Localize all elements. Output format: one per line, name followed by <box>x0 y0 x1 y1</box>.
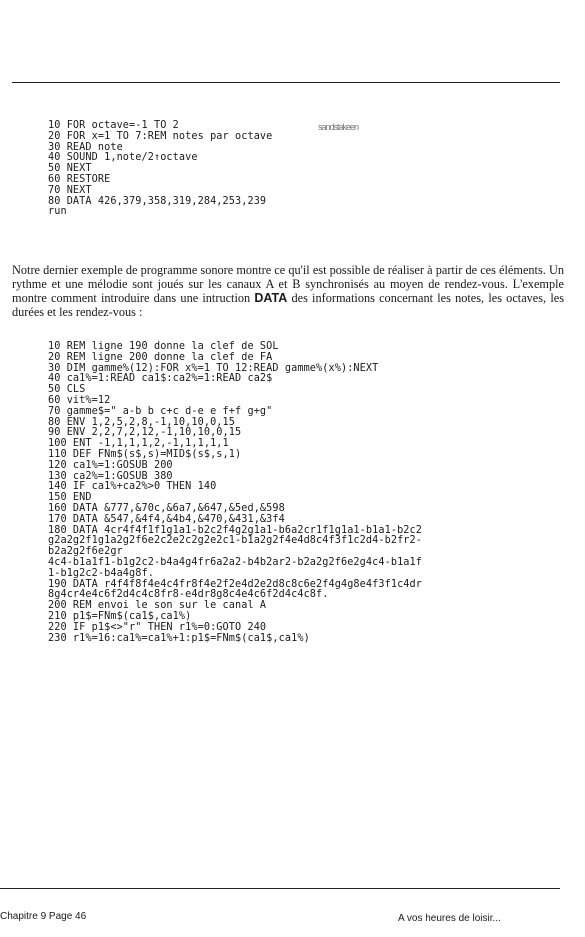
code-line: 50 NEXT <box>48 163 92 175</box>
bleed-through-text: sandstakeen <box>318 122 359 132</box>
footer-chapter-page: Chapitre 9 Page 46 <box>0 911 87 922</box>
code-line: 30 READ note <box>48 141 123 153</box>
code-line: 110 DEF FNm$(s$,s)=MID$(s$,s,1) <box>48 448 242 460</box>
header-rule <box>12 82 560 83</box>
code-listing-melody <box>48 342 422 644</box>
code-line: 80 DATA 426,379,358,319,284,253,239 <box>48 195 267 207</box>
data-keyword: DATA <box>254 291 288 305</box>
code-line: 20 REM ligne 200 donne la clef de FA <box>48 351 273 363</box>
code-listing-octaves <box>48 121 272 218</box>
code-line: 1-b1g2c2-b4a4g8f. <box>48 567 154 579</box>
code-line: 60 RESTORE <box>48 173 111 185</box>
code-line: 150 END <box>48 492 92 504</box>
footer-rule <box>0 888 560 889</box>
code-line: 230 r1%=16:ca1%=ca1%+1:p1$=FNm$(ca1$,ca1%) <box>48 632 310 644</box>
code-line: 200 REM envoi le son sur le canal A <box>48 600 267 612</box>
code-line: 40 SOUND 1,note/2↑octave <box>48 152 198 164</box>
code-line: 30 DIM gamme%(12):FOR x%=1 TO 12:READ gamme%(x%):NEXT <box>48 362 379 374</box>
code-line: run <box>48 206 67 218</box>
code-line: 50 CLS <box>48 384 86 396</box>
intro-paragraph <box>12 263 564 319</box>
code-line: 4c4-b1a1f1-b1g2c2-b4a4g4fr6a2a2-b4b2ar2-b2a2g2f6e2g4c4-b1a1f <box>48 556 423 568</box>
code-line: 130 ca2%=1:GOSUB 380 <box>48 470 173 482</box>
code-line: 60 vit%=12 <box>48 394 111 406</box>
code-line: 170 DATA &547,&4f4,&4b4,&470,&431,&3f4 <box>48 513 285 525</box>
code-line: 8g4cr4e4c6f2d4c4c8fr8-e4dr8g8c4e4c6f2d4c4c8f. <box>48 589 329 601</box>
paragraph-text-end: des informations concernant les notes, les octaves, les durées et les rendez-vous : <box>12 291 564 319</box>
code-line: 160 DATA &777,&70c,&6a7,&647,&5ed,&598 <box>48 502 285 514</box>
code-line: 10 REM ligne 190 donne la clef de SOL <box>48 341 279 352</box>
code-line: 20 FOR x=1 TO 7:REM notes par octave <box>48 130 273 142</box>
code-line: 120 ca1%=1:GOSUB 200 <box>48 459 173 471</box>
code-line: 80 ENV 1,2,5,2,8,-1,10,10,0,15 <box>48 416 236 428</box>
footer-book-title: A vos heures de loisir... <box>398 913 501 924</box>
code-line: 180 DATA 4cr4f4f1f1g1a1-b2c2f4g2g1a1-b6a2cr1f1g1a1-b1a1-b2c2 <box>48 524 423 536</box>
code-line: 220 IF p1$<>"r" THEN r1%=0:GOTO 240 <box>48 621 267 633</box>
code-line: 100 ENT -1,1,1,1,2,-1,1,1,1,1 <box>48 438 229 450</box>
code-line: 40 ca1%=1:READ ca1$:ca2%=1:READ ca2$ <box>48 373 273 385</box>
code-line: 90 ENV 2,2,7,2,12,-1,10,10,0,15 <box>48 427 242 439</box>
code-line: 70 gamme$=" a-b b c+c d-e e f+f g+g" <box>48 405 273 417</box>
code-line: b2a2g2f6e2gr <box>48 546 123 558</box>
code-line: 190 DATA r4f4f8f4e4c4fr8f4e2f2e4d2e2d8c8c6e2f4g4g8e4f3f1c4dr <box>48 578 423 590</box>
paragraph-text-start: Notre dernier exemple de programme sonore montre ce qu'il est possible de réaliser à partir de ces éléments. Un rythme et une mélodie sont joués sur les canaux A et B synchronisés au moyen de rendez-vous. L'exemple montre comment introduire dans une intruction <box>12 263 564 305</box>
code-line: g2a2g2f1g1a2g2f6e2c2e2c2g2e2c1-b1a2g2f4e4d8c4f3f1c2d4-b2fr2- <box>48 535 423 547</box>
code-line: 210 p1$=FNm$(ca1$,ca1%) <box>48 610 192 622</box>
code-line: 10 FOR octave=-1 TO 2 <box>48 120 179 131</box>
code-line: 70 NEXT <box>48 184 92 196</box>
code-line: 140 IF ca1%+ca2%>0 THEN 140 <box>48 481 217 493</box>
